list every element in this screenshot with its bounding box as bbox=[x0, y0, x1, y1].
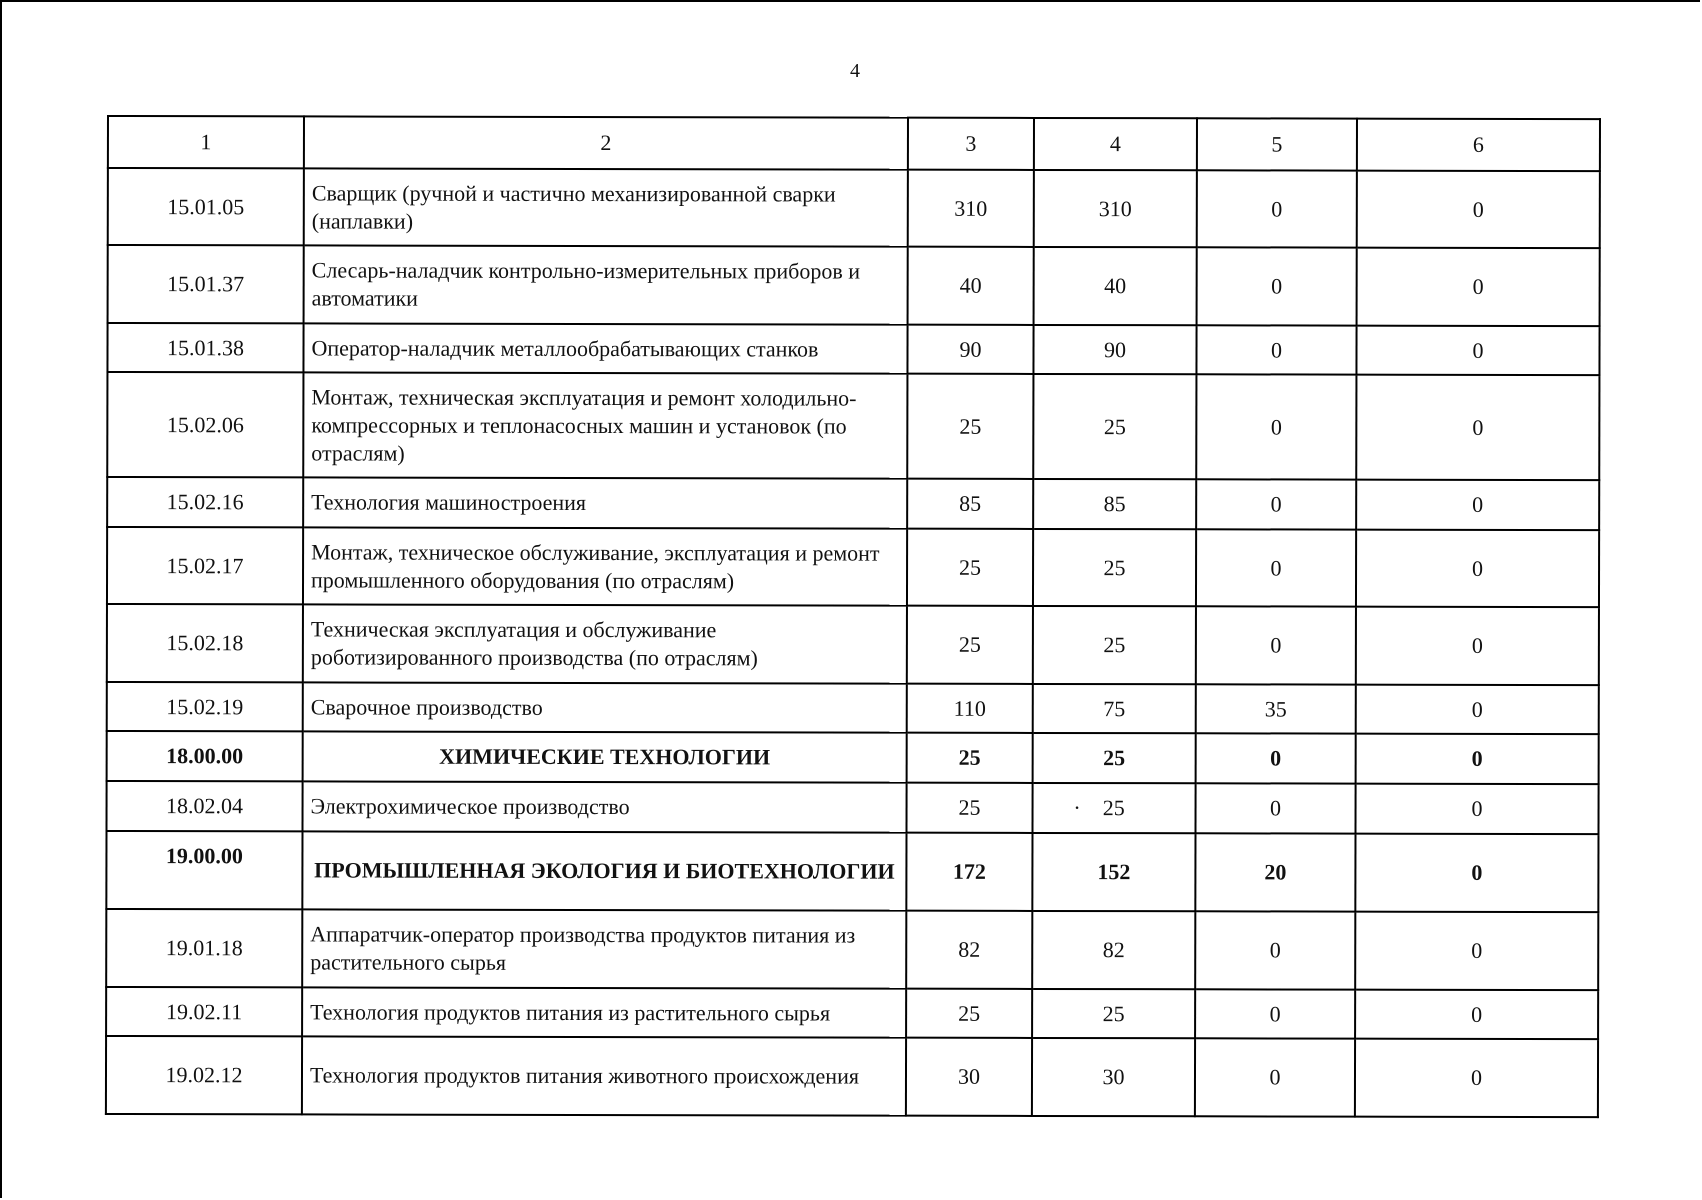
section-col5: 0 bbox=[1196, 733, 1356, 783]
row-col3: 25 bbox=[907, 374, 1033, 479]
row-col3: 25 bbox=[906, 989, 1032, 1038]
row-col3: 85 bbox=[907, 479, 1033, 529]
table-row bbox=[108, 245, 1600, 326]
row-name: Оператор-наладчик металлообрабатывающих станков bbox=[303, 323, 907, 373]
row-col5: 0 bbox=[1195, 911, 1355, 989]
section-title: ХИМИЧЕСКИЕ ТЕХНОЛОГИИ bbox=[303, 731, 907, 782]
row-col6: 0 bbox=[1356, 375, 1599, 481]
row-code: 15.02.16 bbox=[107, 477, 303, 527]
row-name: Монтаж, техническое обслуживание, эксплуатация и ремонт промышленного оборудования (по отраслям) bbox=[303, 527, 907, 605]
section-col6: 0 bbox=[1355, 834, 1598, 913]
row-name: Монтаж, техническая эксплуатация и ремонт холодильно-компрессорных и теплонасосных машин и установок (по отраслям) bbox=[303, 372, 907, 478]
row-col5: 35 bbox=[1196, 684, 1356, 733]
row-col5: 0 bbox=[1196, 529, 1356, 606]
row-col6: 0 bbox=[1356, 607, 1599, 686]
header-cell-2: 2 bbox=[304, 116, 908, 169]
row-col4: 85 bbox=[1033, 479, 1196, 529]
row-col4: 90 bbox=[1033, 325, 1196, 374]
row-col4: 30 bbox=[1032, 1038, 1195, 1116]
section-col3: 172 bbox=[906, 833, 1032, 911]
row-code: 15.02.19 bbox=[107, 682, 303, 731]
row-col3: 30 bbox=[906, 1038, 1032, 1116]
row-col3: 310 bbox=[908, 170, 1034, 247]
row-col6: 0 bbox=[1355, 912, 1598, 991]
row-col4: 310 bbox=[1034, 170, 1197, 247]
section-col3: 25 bbox=[907, 733, 1033, 783]
row-col5: 0 bbox=[1196, 374, 1356, 479]
row-code: 19.02.11 bbox=[106, 987, 302, 1036]
table-row bbox=[107, 372, 1599, 480]
row-code: 19.01.18 bbox=[106, 909, 302, 987]
row-col3: 90 bbox=[907, 325, 1033, 374]
row-code: 19.02.12 bbox=[106, 1036, 302, 1114]
table-header-row bbox=[108, 116, 1600, 171]
row-col4: 25 bbox=[1033, 606, 1196, 684]
row-col3: 110 bbox=[907, 684, 1033, 733]
section-title: ПРОМЫШЛЕННАЯ ЭКОЛОГИЯ И БИОТЕХНОЛОГИИ bbox=[302, 831, 906, 910]
row-name: Технология машиностроения bbox=[303, 477, 907, 528]
row-col4: 25 bbox=[1033, 529, 1196, 606]
section-col4: 152 bbox=[1032, 833, 1195, 911]
row-col3: 25 bbox=[907, 606, 1033, 684]
row-col6: 0 bbox=[1356, 480, 1599, 531]
row-col6: 0 bbox=[1357, 171, 1600, 249]
section-col4: 25 bbox=[1033, 733, 1196, 783]
table-row bbox=[107, 323, 1599, 375]
row-col6: 0 bbox=[1355, 1039, 1598, 1118]
row-col6: 0 bbox=[1356, 685, 1599, 735]
data-table bbox=[105, 115, 1601, 1118]
row-code: 15.01.05 bbox=[108, 168, 304, 245]
row-col3: 25 bbox=[907, 529, 1033, 606]
row-code: 18.02.04 bbox=[107, 781, 303, 831]
row-col4: 25 bbox=[1032, 989, 1195, 1038]
row-code: 15.01.38 bbox=[107, 323, 303, 372]
row-code: 15.01.37 bbox=[108, 245, 304, 323]
row-col5: 0 bbox=[1195, 783, 1355, 833]
page-number: 4 bbox=[850, 60, 860, 82]
table-row bbox=[107, 604, 1599, 685]
table-row bbox=[108, 168, 1600, 248]
scan-speck: · bbox=[1073, 795, 1081, 821]
table-row bbox=[106, 1036, 1598, 1117]
table-row bbox=[107, 527, 1599, 607]
row-name: Сварочное производство bbox=[303, 682, 907, 732]
row-col3: 40 bbox=[908, 247, 1034, 325]
row-name: Слесарь-наладчик контрольно-измерительных приборов и автоматики bbox=[304, 245, 908, 324]
section-col6: 0 bbox=[1356, 734, 1599, 785]
section-row bbox=[106, 831, 1598, 912]
row-col5: 0 bbox=[1196, 479, 1356, 529]
row-col6: 0 bbox=[1356, 326, 1599, 376]
section-code: 18.00.00 bbox=[107, 731, 303, 781]
row-col5: 0 bbox=[1195, 1038, 1355, 1116]
row-col3: 82 bbox=[906, 911, 1032, 989]
table-row bbox=[107, 781, 1599, 834]
row-col6: 0 bbox=[1355, 990, 1598, 1040]
header-cell-1: 1 bbox=[108, 116, 304, 168]
row-name: Электрохимическое производство bbox=[302, 781, 906, 832]
row-col5: 0 bbox=[1196, 606, 1356, 684]
section-row bbox=[107, 731, 1599, 784]
row-name: Техническая эксплуатация и обслуживание роботизированного производства (по отраслям) bbox=[303, 604, 907, 683]
row-name: Технология продуктов питания из растительного сырья bbox=[302, 987, 906, 1037]
row-col3: 25 bbox=[906, 783, 1032, 833]
row-name: Сварщик (ручной и частично механизированной сварки (наплавки) bbox=[304, 168, 908, 246]
row-col6: 0 bbox=[1357, 248, 1600, 327]
section-col5: 20 bbox=[1195, 833, 1355, 911]
table-row bbox=[106, 987, 1598, 1039]
row-col4: 40 bbox=[1034, 247, 1197, 325]
row-col6: 0 bbox=[1355, 784, 1598, 835]
row-col5: 0 bbox=[1197, 170, 1357, 247]
row-col6: 0 bbox=[1356, 530, 1599, 608]
row-col4-value: 25 bbox=[1102, 795, 1125, 821]
table-row bbox=[107, 682, 1599, 734]
section-code: 19.00.00 bbox=[106, 831, 302, 909]
row-code: 15.02.18 bbox=[107, 604, 303, 682]
header-cell-6: 6 bbox=[1357, 119, 1600, 172]
header-cell-3: 3 bbox=[908, 118, 1034, 170]
row-name: Аппаратчик-оператор производства продуктов питания из растительного сырья bbox=[302, 909, 906, 988]
row-col5: 0 bbox=[1195, 989, 1355, 1038]
header-cell-4: 4 bbox=[1034, 118, 1197, 170]
header-cell-5: 5 bbox=[1197, 118, 1357, 170]
row-col4 bbox=[1032, 783, 1195, 833]
row-col4: 75 bbox=[1033, 684, 1196, 733]
row-code: 15.02.06 bbox=[107, 372, 303, 477]
row-col4: 82 bbox=[1032, 911, 1195, 989]
row-code: 15.02.17 bbox=[107, 527, 303, 604]
row-col4: 25 bbox=[1033, 374, 1196, 479]
row-col5: 0 bbox=[1196, 325, 1356, 374]
row-col5: 0 bbox=[1197, 247, 1357, 325]
row-name: Технология продуктов питания животного происхождения bbox=[302, 1036, 906, 1115]
table-row bbox=[106, 909, 1598, 990]
table-row bbox=[107, 477, 1599, 530]
